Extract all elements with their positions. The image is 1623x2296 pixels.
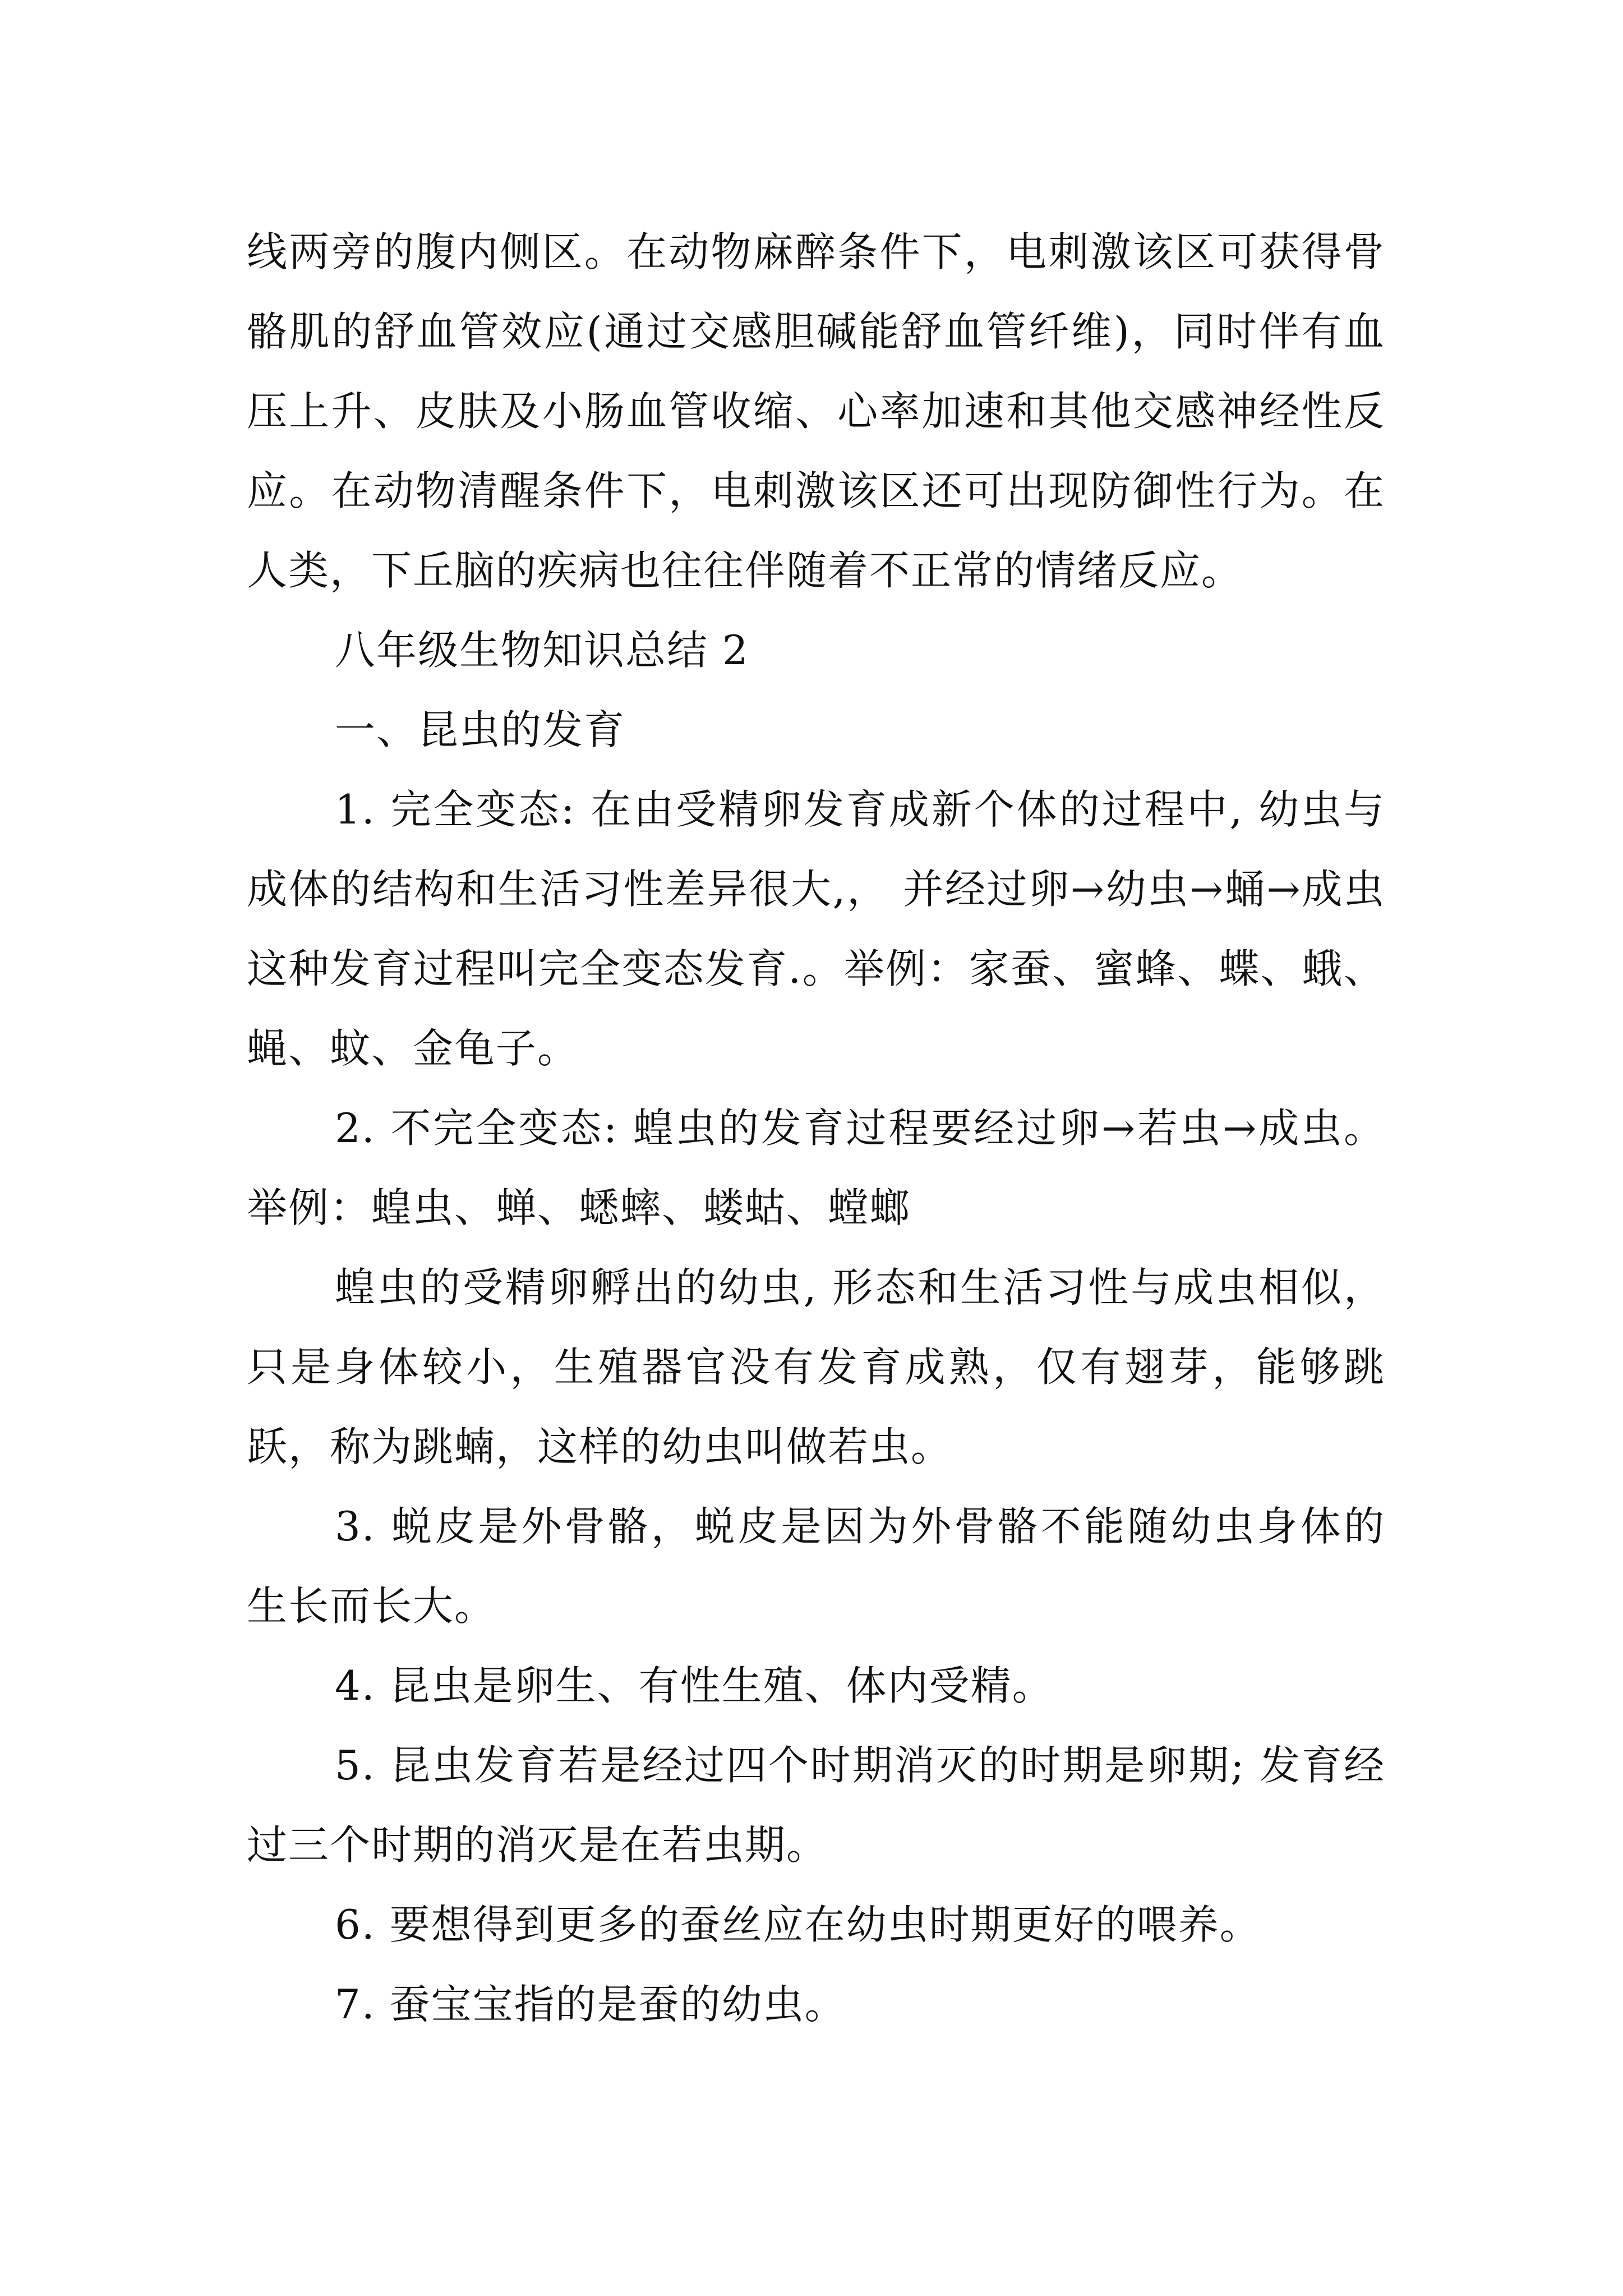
document-body	[247, 212, 1385, 2044]
paragraph-molting: 3. 蜕皮是外骨骼，蜕皮是因为外骨骼不能随幼虫身体的生长而长大。	[247, 1503, 1385, 1630]
paragraph-reproduction: 4. 昆虫是卵生、有性生殖、体内受精。	[335, 1662, 1054, 1709]
paragraph-complete-metamorphosis: 1. 完全变态: 在由受精卵发育成新个体的过程中, 幼虫与成体的结构和生活习性差异很大,， 并经过卵→幼虫→蛹→成虫这种发育过程叫完全变态发育.。举例：家蚕、蜜蜂、蝶、蛾、蝇、蚊、金龟子。	[247, 786, 1385, 1072]
paragraph-stages: 5. 昆虫发育若是经过四个时期消灭的时期是卵期; 发育经过三个时期的消灭是在若虫期。	[247, 1742, 1385, 1869]
paragraph-silk: 6. 要想得到更多的蚕丝应在幼虫时期更好的喂养。	[335, 1901, 1261, 1948]
paragraph-nymph: 蝗虫的受精卵孵出的幼虫, 形态和生活习性与成虫相似，只是身体较小，生殖器官没有发育成熟，仅有翅芽，能够跳跃，称为跳蝻，这样的幼虫叫做若虫。	[247, 1264, 1385, 1470]
paragraph-incomplete-metamorphosis: 2. 不完全变态: 蝗虫的发育过程要经过卵→若虫→成虫。举例：蝗虫、蝉、蟋蟀、蝼蛄、螳螂	[247, 1105, 1385, 1231]
subsection-heading: 一、昆虫的发育	[335, 706, 626, 753]
section-title: 八年级生物知识总结 2	[335, 627, 749, 674]
paragraph-continuation: 线两旁的腹内侧区。在动物麻醉条件下，电刺激该区可获得骨骼肌的舒血管效应(通过交感胆碱能舒血管纤维)，同时伴有血压上升、皮肤及小肠血管收缩、心率加速和其他交感神经性反应。在动物清醒条件下，电刺激该区还可出现防御性行为。在人类，下丘脑的疾病也往往伴随着不正常的情绪反应。	[247, 228, 1385, 594]
paragraph-silkworm: 7. 蚕宝宝指的是蚕的幼虫。	[335, 1981, 846, 2028]
